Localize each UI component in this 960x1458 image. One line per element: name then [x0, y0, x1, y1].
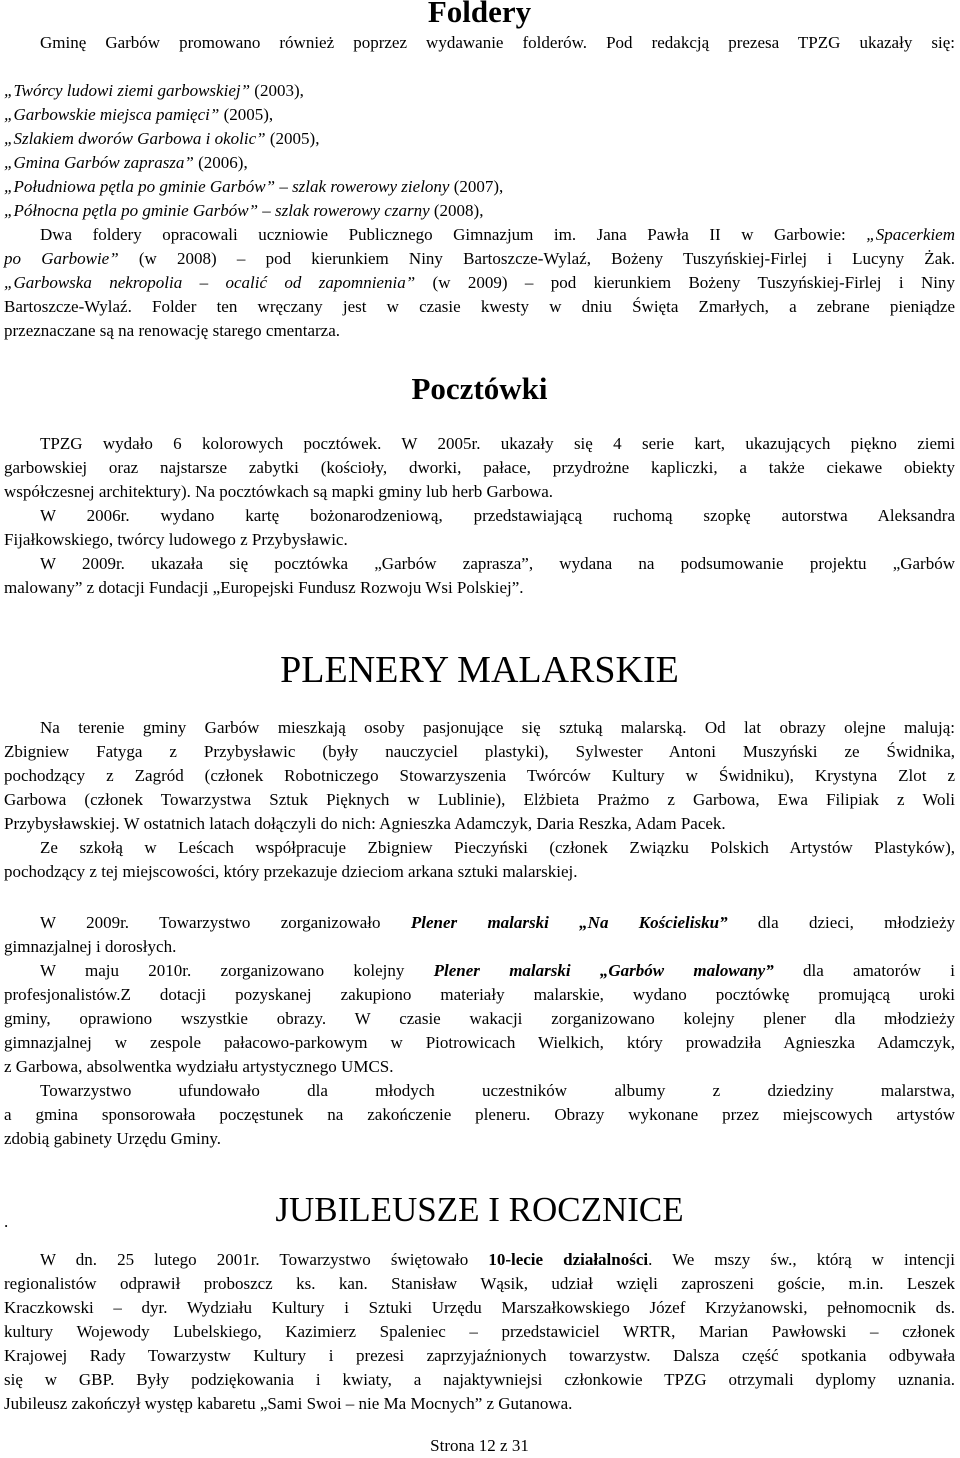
- plener-albums: zdobią gabinety Urzędu Gminy.: [4, 1129, 221, 1148]
- foldery-intro: Gminę Garbów promowano również poprzez wydawanie folderów. Pod redakcją prezesa TPZG ukazały się:: [40, 33, 955, 52]
- plenery-text: Garbowa (członek Towarzystwa Sztuk Pięknych w Lublinie), Elżbieta Prażmo z Garbowa, Ewa Filipiak z Woli: [4, 790, 955, 809]
- heading-plenery: PLENERY MALARSKIE: [280, 649, 679, 691]
- folder-item: „Twórcy ludowi ziemi garbowskiej” (2003),: [4, 81, 304, 100]
- plenery-text: pochodzący z Zagród (członek Robotniczego Stowarzyszenia Twórców Kultury w Świdniku), Krystyna Zlot z: [4, 766, 955, 785]
- students-paragraph: Bartoszcze-Wylaź. Folder ten wręczany jest w czasie kwesty w dniu Święta Zmarłych, a zebrane pieniądze: [4, 297, 955, 316]
- plener-2009: W 2009r. Towarzystwo zorganizowało Plener malarski „Na Kościelisku” dla dzieci, młodzieży: [40, 913, 955, 932]
- plener-2010: gimnazjalnej w zespole pałacowo-parkowym w Piotrowicach Wielkich, który prowadziła Agnieszka Adamczyk,: [4, 1033, 955, 1052]
- plener-albums: Towarzystwo ufundowało dla młodych uczestników albumy z dziedziny malarstwa,: [40, 1081, 955, 1100]
- jubileusze-text: W dn. 25 lutego 2001r. Towarzystwo świętowało 10-lecie działalności. We mszy św., którą w intencji: [40, 1250, 955, 1269]
- pocztowki-text: W 2006r. wydano kartę bożonarodzeniową, przedstawiającą ruchomą szopkę autorstwa Aleksandra: [40, 506, 955, 525]
- students-paragraph: po Garbowie” (w 2008) – pod kierunkiem Niny Bartoszcze-Wylaź, Bożeny Tuszyńskiej-Firlej i Lucyny Żak.: [4, 249, 955, 268]
- students-paragraph: „Garbowska nekropolia – ocalić od zapomnienia” (w 2009) – pod kierunkiem Bożeny Tuszyńskiej-Firlej i Niny: [4, 273, 955, 292]
- stray-dot: .: [4, 1212, 9, 1231]
- plener-2009: gimnazjalnej i dorosłych.: [4, 937, 177, 956]
- jubileusze-text: regionalistów odprawił proboszcz ks. kan. Stanisław Wąsik, udział wzięli zaproszeni goście, m.in. Leszek: [4, 1274, 955, 1293]
- page-number: Strona 12 z 31: [430, 1436, 529, 1455]
- plener-2010: z Garbowa, absolwentka wydziału artystycznego UMCS.: [4, 1057, 394, 1076]
- folder-item: „Gmina Garbów zaprasza” (2006),: [4, 153, 248, 172]
- pocztowki-text: garbowskiej oraz najstarsze zabytki (kościoły, dworki, pałace, przydrożne kapliczki, a także ciekawe obiekty: [4, 458, 955, 477]
- plener-2010: gminy, oprawiono wszystkie obrazy. W czasie wakacji zorganizowano kolejny plener dla młodzieży: [4, 1009, 955, 1028]
- jubileusze-text: Kraczkowski – dyr. Wydziału Kultury i Sztuki Urzędu Marszałkowskiego Józef Krzyżanowski, pełnomocnik ds.: [4, 1298, 955, 1317]
- students-paragraph: Dwa foldery opracowali uczniowie Publicznego Gimnazjum im. Jana Pawła II w Garbowie: „Spacerkiem: [40, 225, 955, 244]
- plenery-text: Przybysławskiej. W ostatnich latach dołączyli do nich: Agnieszka Adamczyk, Daria Reszka, Adam Pacek.: [4, 814, 726, 833]
- heading-foldery: Foldery: [427, 0, 532, 29]
- students-paragraph: przeznaczane są na renowację starego cmentarza.: [4, 321, 340, 340]
- heading-jubileusze: JUBILEUSZE I ROCZNICE: [275, 1190, 684, 1229]
- folder-item: „Garbowskie miejsca pamięci” (2005),: [4, 105, 274, 124]
- pocztowki-text: TPZG wydało 6 kolorowych pocztówek. W 2005r. ukazały się 4 serie kart, ukazujących piękno ziemi: [40, 434, 955, 453]
- jubileusze-text: Krajowej Rady Towarzystw Kultury i prezesi zaprzyjaźnionych towarzystw. Dalsza część spotkania odbywała: [4, 1346, 955, 1365]
- jubileusze-text: kultury Wojewody Lubelskiego, Kazimierz Spaleniec – przedstawiciel WRTR, Marian Pawłowski – członek: [4, 1322, 955, 1341]
- plenery-text: Zbigniew Fatyga z Przybysławic (były nauczyciel plastyki), Sylwester Antoni Muszyński ze Świdnika,: [4, 742, 955, 761]
- plenery-text: Ze szkołą w Leścach współpracuje Zbigniew Pieczyński (członek Związku Polskich Artystów Plastyków),: [40, 838, 955, 857]
- plenery-text: pochodzący z tej miejscowości, który przekazuje dzieciom arkana sztuki malarskiej.: [4, 862, 578, 881]
- plenery-text: Na terenie gminy Garbów mieszkają osoby pasjonujące się sztuką malarską. Od lat obrazy olejne malują:: [40, 718, 955, 737]
- pocztowki-text: współczesnej architektury). Na pocztówkach są mapki gminy lub herb Garbowa.: [4, 482, 554, 501]
- pocztowki-text: W 2009r. ukazała się pocztówka „Garbów zaprasza”, wydana na podsumowanie projektu „Garbów: [40, 554, 955, 573]
- folder-item: „Północna pętla po gminie Garbów” – szlak rowerowy czarny (2008),: [4, 201, 484, 220]
- heading-pocztowki: Pocztówki: [411, 371, 548, 406]
- pocztowki-text: Fijałkowskiego, twórcy ludowego z Przybysławic.: [4, 530, 348, 549]
- folder-item: „Południowa pętla po gminie Garbów” – szlak rowerowy zielony (2007),: [4, 177, 504, 196]
- pocztowki-text: malowany” z dotacji Fundacji „Europejski Fundusz Rozwoju Wsi Polskiej”.: [4, 578, 524, 597]
- folder-item: „Szlakiem dworów Garbowa i okolic” (2005),: [4, 129, 320, 148]
- jubileusze-text: się w GBP. Były podziękowania i kwiaty, a najaktywniejsi członkowie TPZG otrzymali dyplomy uznania.: [4, 1370, 955, 1389]
- plener-albums: a gmina sponsorowała poczęstunek na zakończenie pleneru. Obrazy wykonane przez miejscowych artystów: [4, 1105, 955, 1124]
- plener-2010: W maju 2010r. zorganizowano kolejny Plener malarski „Garbów malowany” dla amatorów i: [40, 961, 956, 980]
- jubileusze-text: Jubileusz zakończył występ kabaretu „Sami Swoi – nie Ma Mocnych” z Gutanowa.: [4, 1394, 573, 1413]
- plener-2010: profesjonalistów.Z dotacji pozyskanej zakupiono materiały malarskie, wydano pocztówkę promującą uroki: [4, 985, 955, 1004]
